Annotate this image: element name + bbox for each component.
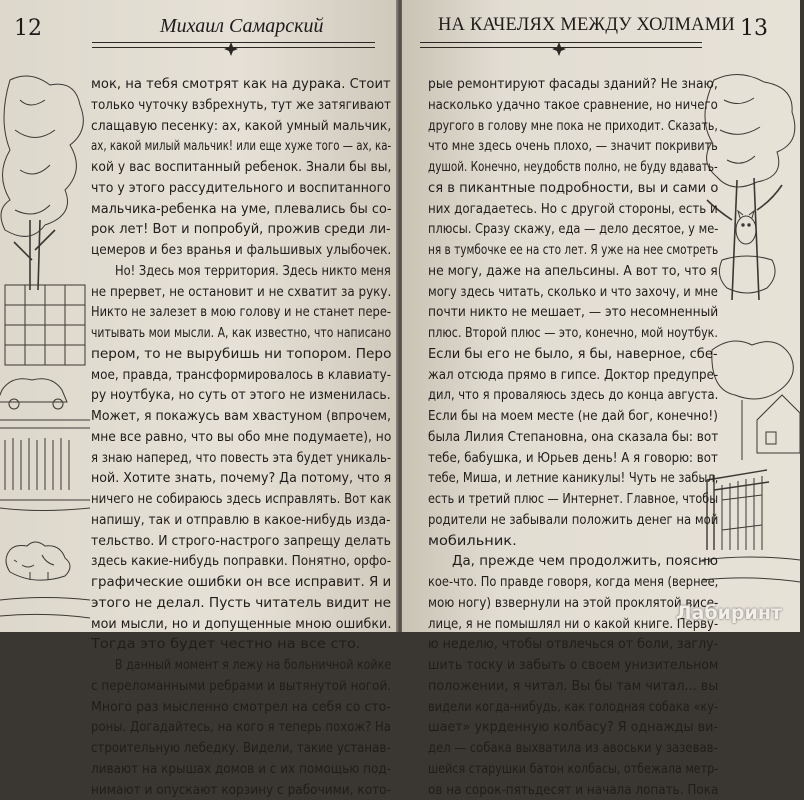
left-text-line: Тогда это будет честно на все сто. [91,634,391,655]
right-text-line: мою ногу) взвернули на этой проклятой висе- [428,593,718,614]
right-text-line: родители не забывали положить денег на мой [428,510,718,531]
right-text-line: рые ремонтируют фасады зданий? Не знаю, [428,74,718,95]
right-text-line: ся в пикантные подробности, вы и сами о [428,178,718,199]
right-text-line: кое-что. По правде говоря, когда меня (вернее, [428,572,718,593]
left-running-head: Михаил Самарский [160,15,323,38]
left-text-line: ру ноутбука, но суть от этого не изменилась. [91,385,391,406]
ornament-icon [224,42,238,56]
right-text-line: ю неделю, чтобы отвлечься от боли, заглу- [428,634,718,655]
left-text-line: ной. Хотите знать, почему? Да потому, что я [91,468,391,489]
left-text-line: Никто не залезет в мою голову и не станет пере- [91,302,391,323]
right-page [402,0,800,632]
left-text-line: читывать мои мысли. А, как известно, что написано [91,323,391,344]
left-text-line: я знаю наперед, что повесть эта будет уникаль- [91,448,391,469]
street-illustration [0,60,92,632]
left-text-line: ничего не собираюсь здесь исправлять. Вот как [91,489,391,510]
left-text-line: Но! Здесь моя территория. Здесь никто меня [91,261,391,282]
left-text-line: с переломанными ребрами и вытянутой ногой. [91,676,391,697]
right-running-head: НА КАЧЕЛЯХ МЕЖДУ ХОЛМАМИ [438,15,735,36]
left-text-line: Может, я покажусь вам хвастуном (впрочем, [91,406,391,427]
right-text-line: другого в голову мне пока не приходит. Сказать, [428,116,718,137]
left-text-line: ах, какой милый мальчик! или еще хуже того — ах, ка- [91,136,391,157]
left-text-line: ливают на крышах домов и с их помощью под- [91,759,391,780]
left-text-line: цемеров и без вранья и фальшивых улыбочек. [91,240,391,261]
left-page-number: 12 [14,16,42,41]
right-text-line: них догадаетесь. Но с другой стороны, есть и [428,199,718,220]
left-text-line: слащавую песенку: ах, какой умный мальчик, [91,116,391,137]
right-text-line: душой. Конечно, неудобств полно, не буду вдавать- [428,157,718,178]
right-text-line: ов на сорок-пятьдесят и начала лопать. Пока [428,780,718,800]
left-text-line: нимают и опускают корзину с рабочими, кото- [91,780,391,800]
right-text-line: плюс. Второй плюс — это, конечно, мой ноутбук. [428,323,718,344]
right-text-line: не могу, даже на апельсины. А вот то, что я [428,261,718,282]
right-text-line: могу здесь читать, сколько и что захочу, и мне [428,282,718,303]
left-text-line: кой у вас воспитанный ребенок. Знали бы вы, [91,157,391,178]
left-text-line: мое, правда, трансформировалось в клавиату- [91,365,391,386]
left-text-line: здесь какие-нибудь поправки. Понятно, орфо- [91,551,391,572]
right-text-line: плюсы. Сразу скажу, еда — дело десятое, у ме- [428,219,718,240]
right-page-number: 13 [740,16,768,41]
left-page-text [91,74,391,800]
right-text-line: была Лилия Степановна, она сказала бы: вот [428,427,718,448]
right-text-line: Если бы на моем месте (не дай бог, конечно!) [428,406,718,427]
left-text-line: строительную лебедку. Видели, такие устанав- [91,738,391,759]
left-text-line: В данный момент я лежу на больничной койке [91,655,391,676]
left-text-line: мои мысли, но и допущенные мною ошибки. [91,614,391,635]
right-text-line: тебе, Миша, и летние каникулы! Чуть не забыл, [428,468,718,489]
right-text-line: дил, что я проваляюсь здесь до конца августа. [428,385,718,406]
right-text-line: видели когда-нибудь, как голодная собака «ку- [428,697,718,718]
right-text-line: шить тоску и забыть о своем унизительном [428,655,718,676]
left-text-line: роны. Догадайтесь, на кого я теперь похож? На [91,717,391,738]
left-text-line: только чуточку взбрехнуть, тут же затягивают [91,95,391,116]
right-text-line: почти никто не мешает, — это несомненный [428,302,718,323]
right-text-line: есть и третий плюс — Интернет. Главное, чтобы [428,489,718,510]
left-text-line: что у этого рассудительного и воспитанного [91,178,391,199]
right-page-text [428,74,718,800]
ornament-icon [552,42,566,56]
right-text-line: дел — собака выхватила из авоськи у зазевав- [428,738,718,759]
right-text-line: Если бы его не было, я бы, наверное, сбе- [428,344,718,365]
left-text-line: графические ошибки он все исправит. Я и [91,572,391,593]
left-text-line: Много раз мысленно смотрел на себя со сто- [91,697,391,718]
left-text-line: напишу, так и отправлю в какое-нибудь изда- [91,510,391,531]
left-text-line: не прервет, не остановит и не схватит за руку. [91,282,391,303]
right-text-line: ня в тумбочке ее на сто лет. Я уже на нее смотреть [428,240,718,261]
right-text-line: шает» укрденную колбасу? Я однажды ви- [428,717,718,738]
left-text-line: рок лет! Вот и попробуй, прожив среди ли- [91,219,391,240]
right-text-line: положении, я читал. Вы бы там читал... вы [428,676,718,697]
left-text-line: мне все равно, что вы обо мне подумаете), но [91,427,391,448]
right-text-line: насколько удачно такое сравнение, но ничего [428,95,718,116]
right-text-line: тебе, бабушка, и Юрьев день! А я говорю: вот [428,448,718,469]
right-text-line: Да, прежде чем продолжить, поясню [428,551,718,572]
right-text-line: лице, я не помышлял ни о какой книге. Перву- [428,614,718,635]
right-text-line: что мне здесь очень плохо, — значит покривить [428,136,718,157]
watermark-label: Лабиринт [676,602,782,624]
right-text-line: шейся старушки батон колбасы, отбежала метр- [428,759,718,780]
left-text-line: пером, то не вырубишь ни топором. Перо [91,344,391,365]
left-text-line: этого не делал. Пусть читатель видит не [91,593,391,614]
left-text-line: тельство. И строго-настрого запрещу делать [91,531,391,552]
right-text-line: мобильник. [428,531,718,552]
left-page [0,0,398,632]
left-text-line: мок, на тебя смотрят как на дурака. Стоит [91,74,391,95]
left-text-line: мальчика-ребенка на уме, плевались бы со- [91,199,391,220]
right-text-line: жал отсюда прямо в гипсе. Доктор предупре- [428,365,718,386]
